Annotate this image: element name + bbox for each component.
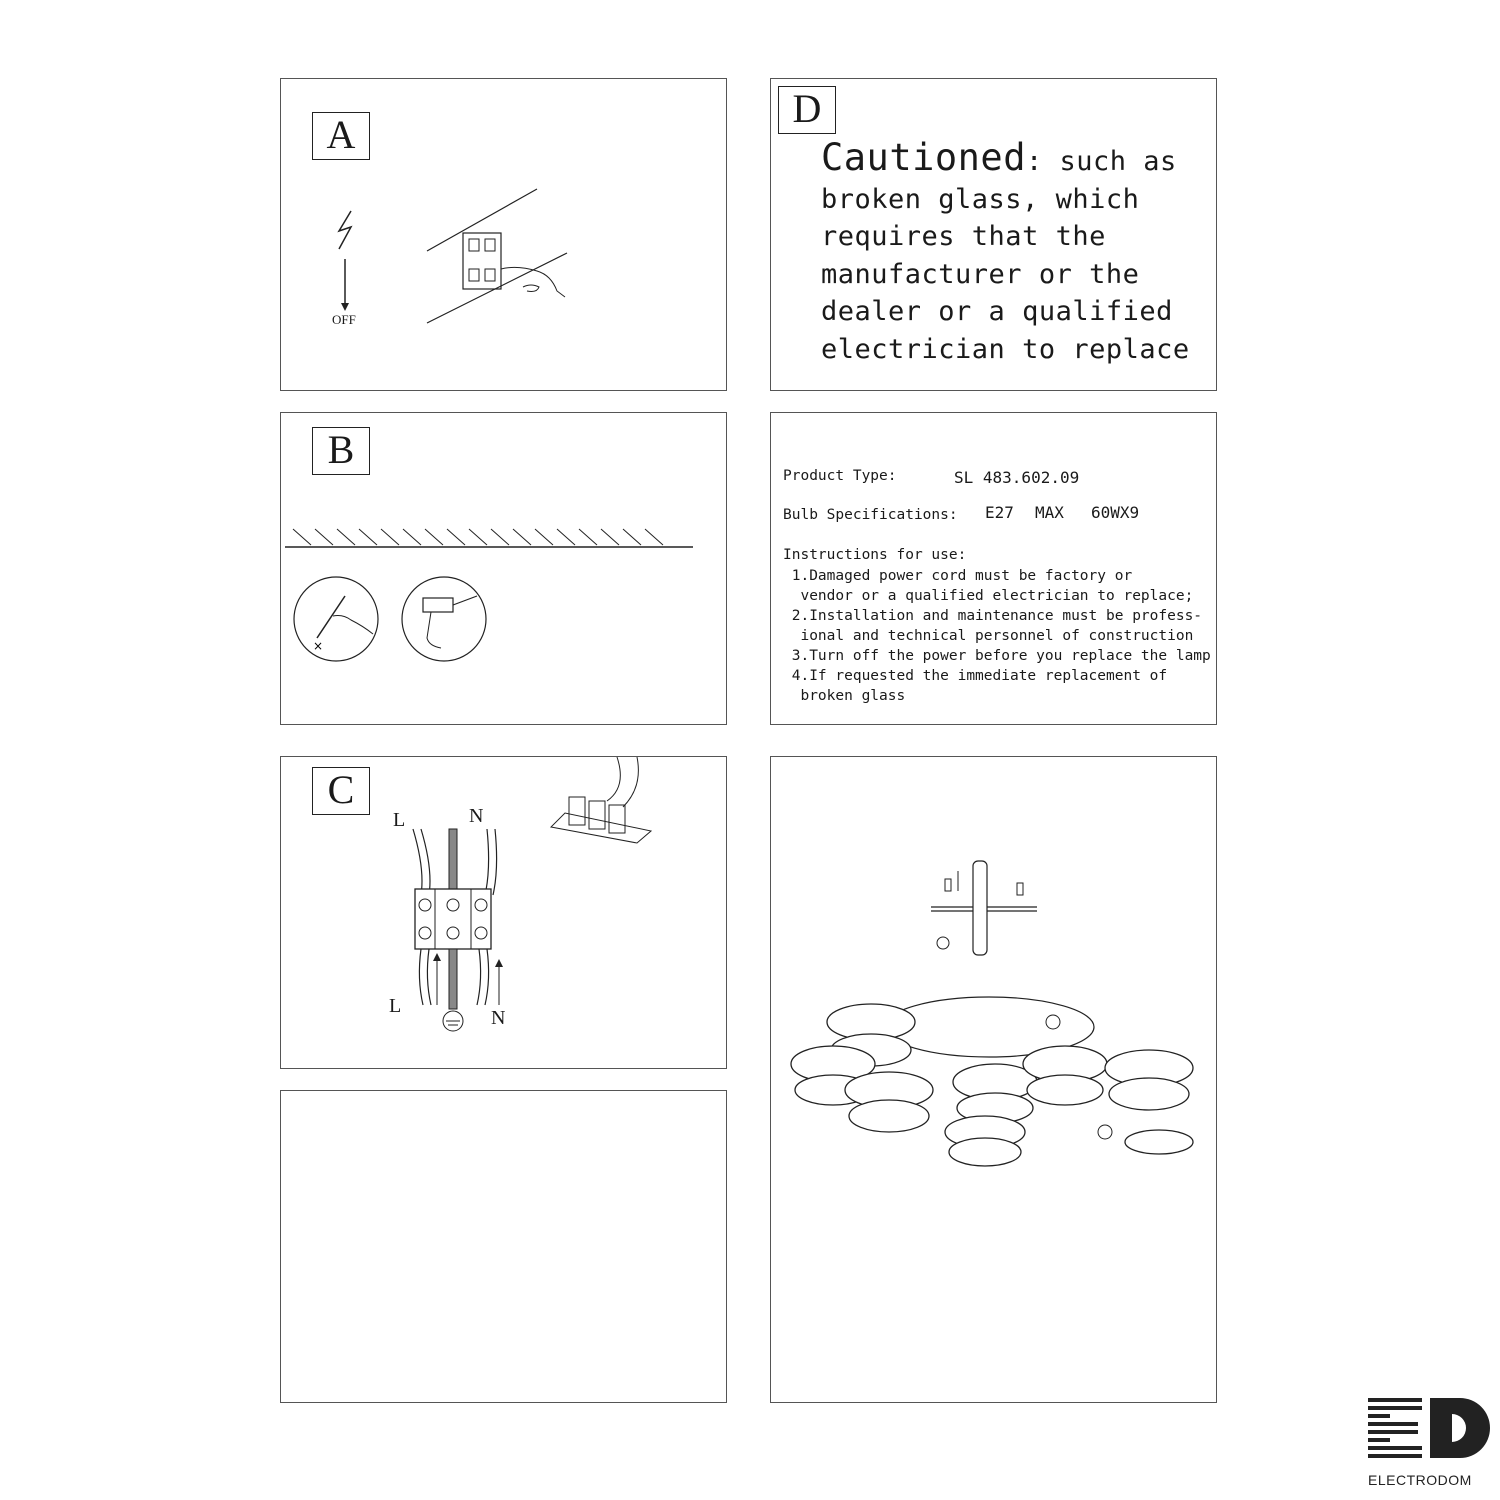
bulb-label: Bulb Specifications: [783, 507, 958, 523]
product-type-label: Product Type: [783, 468, 897, 484]
instruction-line: ional and technical personnel of construction [783, 628, 1194, 644]
instruction-line: 3.Turn off the power before you replace the lamp [783, 648, 1211, 664]
logo-text: ELECTRODOM [1368, 1472, 1472, 1488]
off-label: OFF [332, 312, 356, 327]
panel-c-letter: C [312, 767, 370, 815]
product-type-value: SL 483.602.09 [954, 468, 1080, 487]
instructions-title: Instructions for use: [783, 547, 967, 563]
bulb-max: MAX [1035, 503, 1064, 522]
instruction-line: vendor or a qualified electrician to replace; [783, 588, 1194, 604]
caution-line: : such as [1025, 146, 1177, 177]
instruction-line: broken glass [783, 688, 906, 704]
caution-line: dealer or a qualified [821, 296, 1173, 327]
panel-a [280, 78, 727, 391]
caution-line: requires that the [821, 221, 1106, 252]
svg-text:×: × [313, 639, 324, 653]
panel-c [280, 756, 727, 1069]
instruction-line: 2.Installation and maintenance must be profess- [783, 608, 1203, 624]
power-off-icon [321, 209, 381, 329]
panel-a-letter: A [312, 112, 370, 160]
mounting-bracket-illustration [927, 857, 1057, 957]
panel-d-letter: D [778, 86, 836, 134]
bulb-e27: E27 [985, 503, 1014, 522]
panel-d [770, 78, 1217, 391]
instruction-line: 4.If requested the immediate replacement of [783, 668, 1168, 684]
panel-b [280, 412, 727, 725]
instruction-line: 1.Damaged power cord must be factory or [783, 568, 1133, 584]
connector-block-icon [547, 757, 657, 867]
caution-line: electrician to replace [821, 333, 1190, 365]
ceiling-hatch-illustration [285, 523, 705, 553]
bulb-watt: 60WX9 [1091, 503, 1140, 522]
terminal-block-wiring-illustration [393, 829, 553, 1069]
panel-assembly [770, 756, 1217, 1403]
pencil-mark-icon [293, 576, 383, 666]
caution-text [821, 136, 1190, 368]
caution-head: Cautioned [821, 136, 1026, 179]
panel-b-letter: B [312, 427, 370, 475]
drill-icon [401, 576, 491, 666]
wire-label-l-bottom: L [389, 995, 402, 1017]
wall-switch-illustration [427, 187, 577, 327]
ceiling-lamp-assembly-illustration [789, 982, 1229, 1182]
panel-spec [770, 412, 1217, 725]
wire-label-n-bottom: N [491, 1007, 506, 1029]
panel-empty [280, 1090, 727, 1403]
caution-line: broken glass, which [821, 183, 1140, 215]
electrodom-logo [1368, 1398, 1490, 1468]
wire-label-n-top: N [469, 805, 484, 827]
caution-line: manufacturer or the [821, 258, 1140, 290]
wire-label-l-top: L [393, 809, 406, 831]
